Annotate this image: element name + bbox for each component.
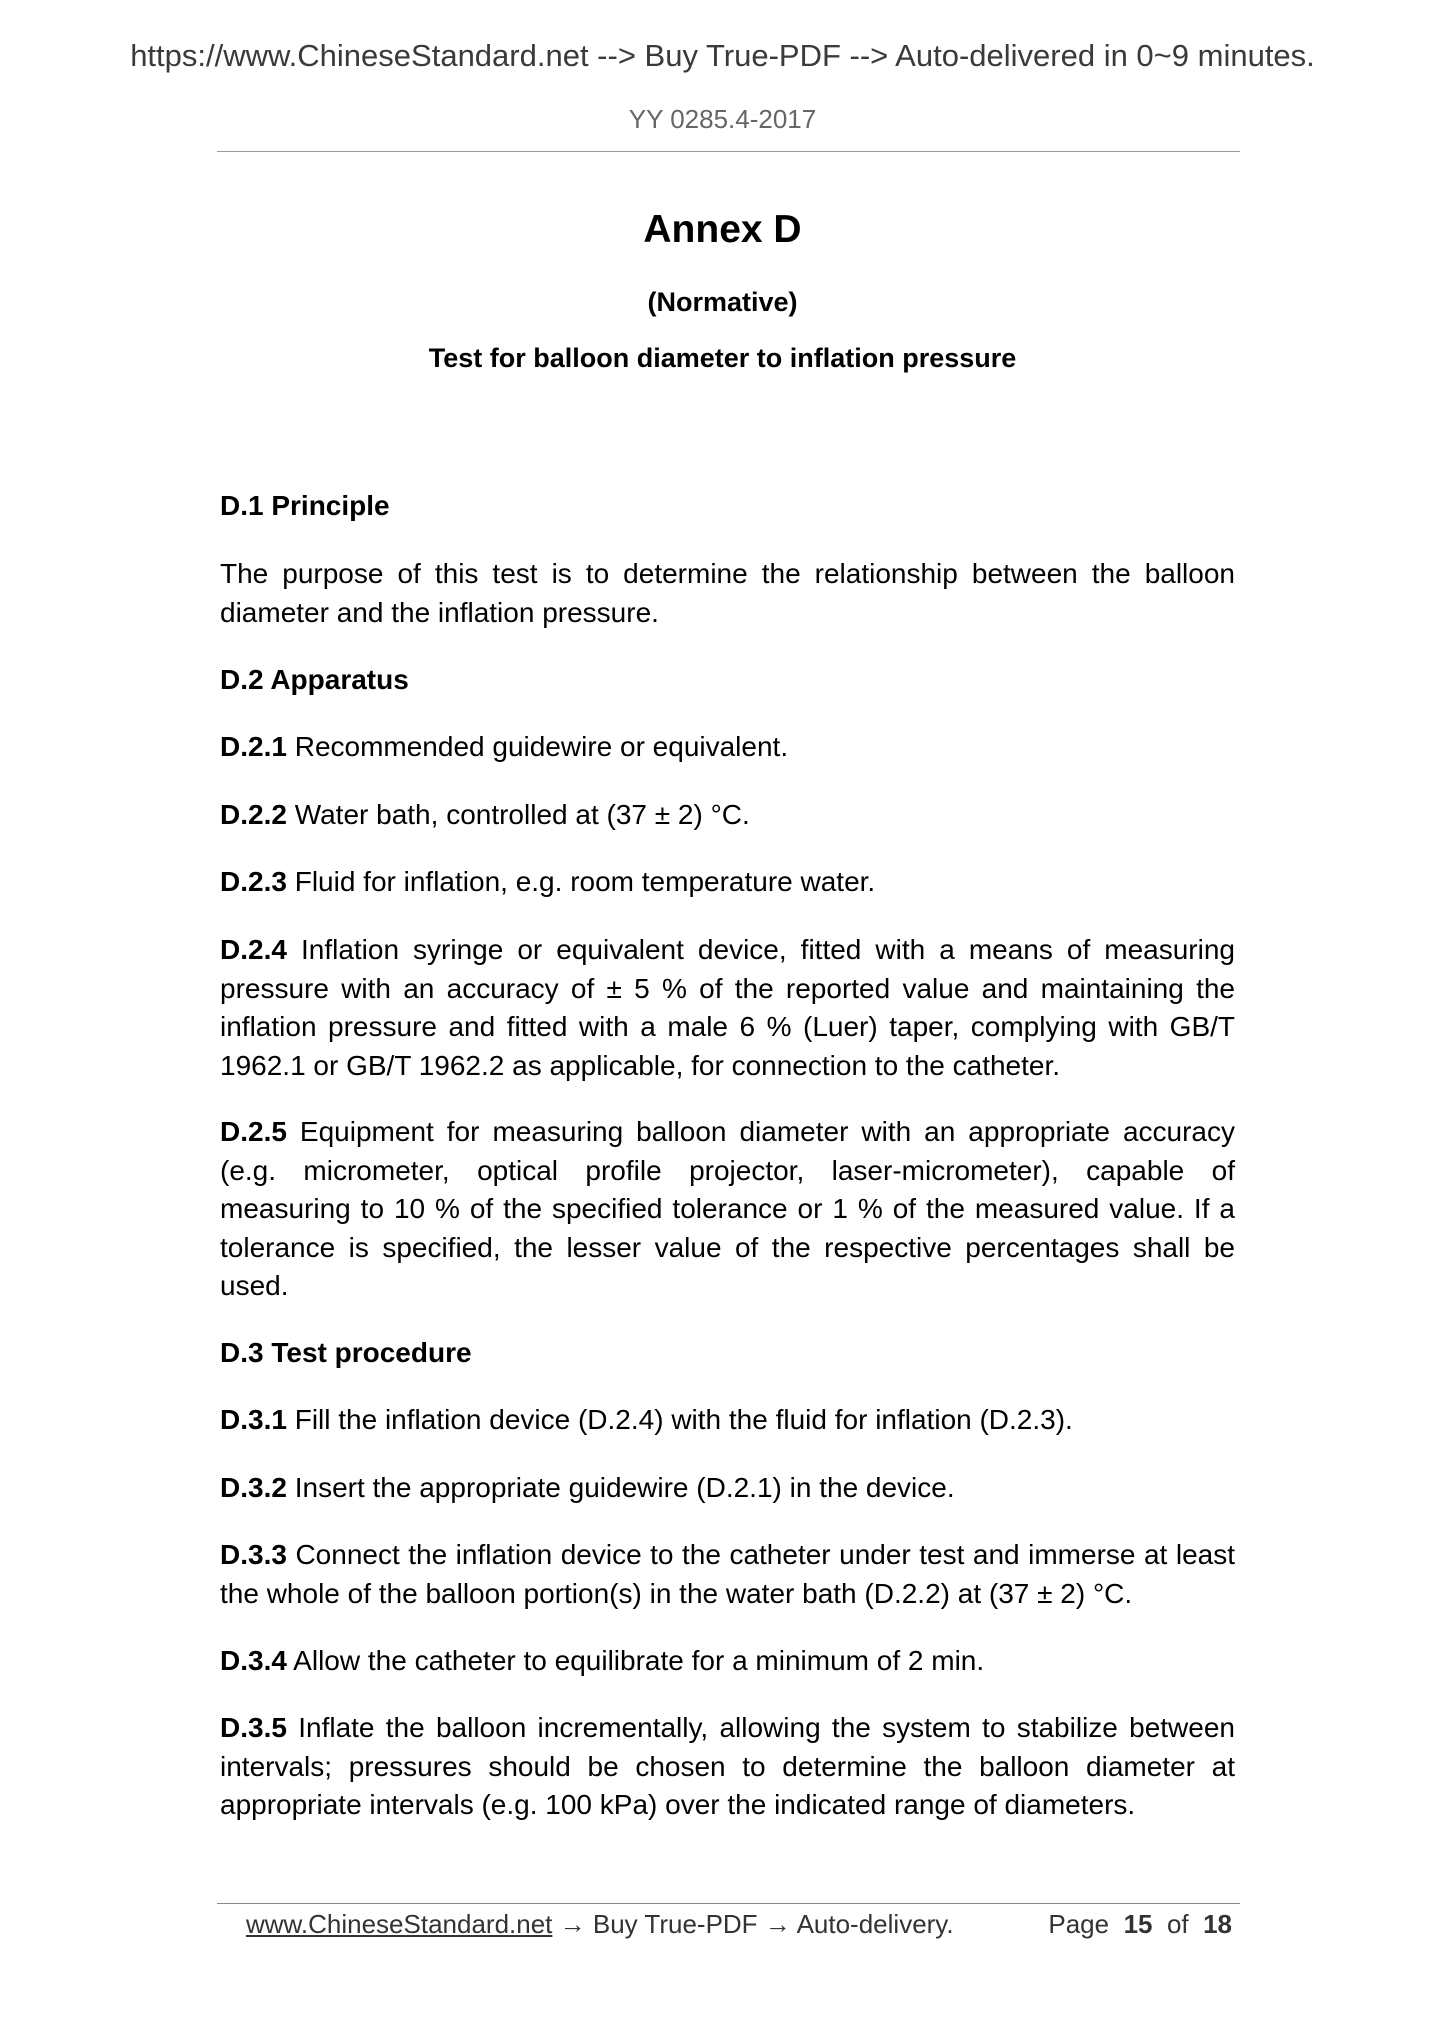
clause-d3-2	[220, 1469, 1235, 1508]
clause-d3-4	[220, 1642, 1235, 1681]
section-heading-d2: D.2 Apparatus	[220, 664, 409, 695]
page-indicator	[1048, 1909, 1232, 1940]
section-heading-d1: D.1 Principle	[220, 490, 390, 521]
clause-d2-5	[220, 1113, 1235, 1306]
clause-text: Fill the inflation device (D.2.4) with the fluid for inflation (D.2.3).	[286, 1404, 1073, 1435]
clause-number: D.2.4	[220, 934, 287, 965]
clause-text: Connect the inflation device to the catheter under test and immerse at least the whole of the balloon portion(s) in the water bath (D.2.2) at (37 ± 2) °C.	[220, 1539, 1235, 1609]
clause-number: D.3.1	[220, 1404, 287, 1435]
footer-divider	[217, 1903, 1240, 1904]
clause-text: Recommended guidewire or equivalent.	[286, 731, 789, 762]
clause-text: Allow the catheter to equilibrate for a minimum of 2 min.	[286, 1645, 985, 1676]
clause-number: D.2.1	[220, 731, 287, 762]
footer	[246, 1909, 1236, 1940]
document-code: YY 0285.4-2017	[628, 104, 817, 134]
clause-number: D.2.2	[220, 799, 287, 830]
clause-d3-1	[220, 1401, 1235, 1440]
annex-title: Annex D	[643, 208, 802, 251]
clause-text: Equipment for measuring balloon diameter with an appropriate accuracy (e.g. micrometer, optical profile projector, laser-micrometer), capable of measuring to 10 % of the specified tolerance or 1 % of the measured value. If a tolerance is specified, the lesser value of the respective percentages shall be used.	[220, 1116, 1235, 1301]
clause-number: D.3.5	[220, 1712, 287, 1743]
footer-website-link[interactable]: www.ChineseStandard.net	[246, 1909, 553, 1939]
clause-d3-3	[220, 1536, 1235, 1613]
top-banner: https://www.ChineseStandard.net --> Buy True-PDF --> Auto-delivered in 0~9 minutes.	[130, 38, 1315, 73]
clause-number: D.2.3	[220, 866, 287, 897]
clause-number: D.2.5	[220, 1116, 287, 1147]
page-label: Page	[1048, 1909, 1110, 1939]
annex-subtitle: Test for balloon diameter to inflation pressure	[428, 343, 1017, 373]
page-total: 18	[1203, 1909, 1232, 1939]
clause-d2-3	[220, 863, 1235, 902]
clause-d2-2	[220, 796, 1235, 835]
clause-d2-1	[220, 728, 1235, 767]
section-d1-paragraph: The purpose of this test is to determine the relationship between the balloon diameter and the inflation pressure.	[220, 558, 1235, 628]
clause-text: Insert the appropriate guidewire (D.2.1) in the device.	[286, 1472, 955, 1503]
clause-number: D.3.3	[220, 1539, 287, 1570]
page-current: 15	[1123, 1909, 1153, 1939]
clause-d2-4	[220, 931, 1235, 1085]
clause-text: Water bath, controlled at (37 ± 2) °C.	[286, 799, 750, 830]
annex-type: (Normative)	[647, 287, 798, 317]
clause-text: Inflation syringe or equivalent device, fitted with a means of measuring pressure with an accuracy of ± 5 % of the reported value and maintaining the inflation pressure and fitted with a male 6 % (Luer) taper, complying with GB/T 1962.1 or GB/T 1962.2 as applicable, for connection to the catheter.	[220, 934, 1235, 1081]
clause-d3-5	[220, 1709, 1235, 1825]
page-of: of	[1166, 1909, 1189, 1939]
header-divider	[217, 151, 1240, 152]
clause-text: Inflate the balloon incrementally, allowing the system to stabilize between intervals; pressures should be chosen to determine the balloon diameter at appropriate intervals (e.g. 100 kPa) over the indicated range of diameters.	[220, 1712, 1235, 1820]
clause-text: Fluid for inflation, e.g. room temperature water.	[286, 866, 876, 897]
clause-number: D.3.2	[220, 1472, 287, 1503]
clause-number: D.3.4	[220, 1645, 287, 1676]
footer-text: → Buy True-PDF → Auto-delivery.	[552, 1909, 954, 1939]
section-heading-d3: D.3 Test procedure	[220, 1337, 472, 1368]
